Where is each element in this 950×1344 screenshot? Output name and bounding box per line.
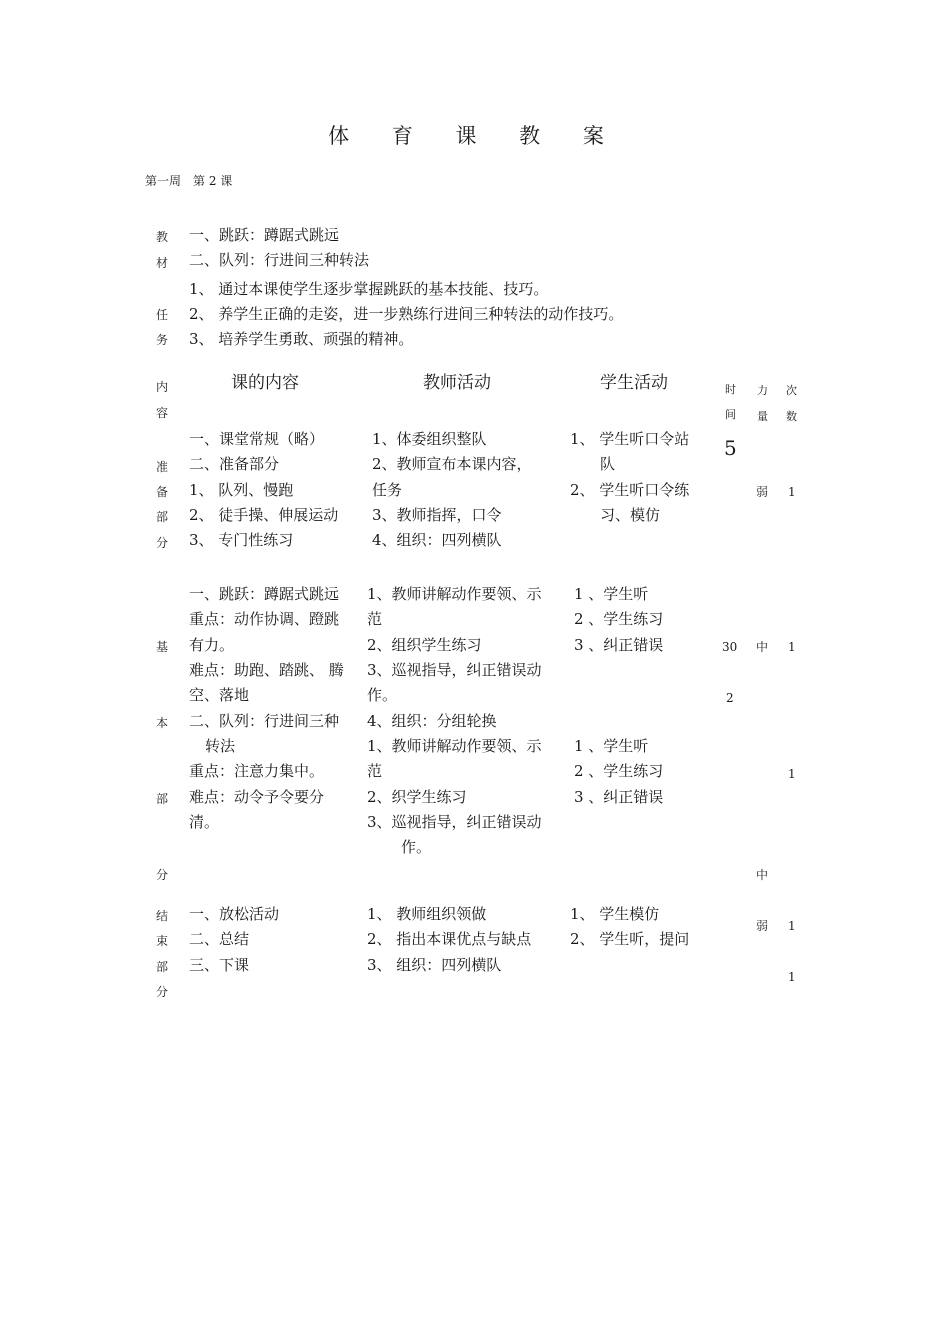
prep-student-2: 队 [600, 455, 616, 473]
prep-teacher-5: 4、组织：四列横队 [372, 531, 502, 549]
prep-content-5: 3、 专门性练习 [189, 531, 294, 549]
basic-student-1: 1 、学生听 [574, 585, 649, 603]
header-count-1: 次 [786, 384, 797, 397]
basic-teacher-5: 作。 [367, 686, 398, 704]
basic-content-2: 重点：动作协调、蹬跳 [189, 610, 340, 628]
header-student-activity: 学生活动 [600, 373, 668, 393]
end-label-1: 结 [156, 909, 169, 923]
basic-teacher-7: 1、教师讲解动作要领、示 [367, 737, 542, 755]
materials-label-2: 材 [156, 256, 169, 270]
header-lesson-content: 课的内容 [231, 373, 299, 393]
basic-content-7: 转法 [205, 737, 236, 755]
basic-content-1: 一、跳跃：蹲踞式跳远 [189, 585, 340, 603]
basic-student-2: 2 、学生练习 [574, 610, 664, 628]
end-teacher-2: 2、 指出本课优点与缺点 [367, 930, 532, 948]
end-student-1: 1、 学生模仿 [570, 905, 660, 923]
basic-time-2: 2 [726, 691, 734, 705]
end-count-2: 1 [788, 970, 796, 984]
end-teacher-3: 3、 组织：四列横队 [367, 956, 502, 974]
prep-teacher-1: 1、体委组织整队 [372, 430, 487, 448]
prep-teacher-2: 2、教师宣布本课内容， [372, 455, 532, 473]
prep-label-3: 部 [156, 510, 169, 524]
end-content-1: 一、放松活动 [189, 905, 280, 923]
basic-student-4: 1 、学生听 [574, 737, 649, 755]
prep-student-3: 2、 学生听口令练 [570, 481, 690, 499]
prep-label-2: 备 [156, 485, 169, 499]
materials-label-1: 教 [156, 230, 169, 244]
header-intensity-2: 量 [757, 410, 768, 423]
basic-student-3: 3 、纠正错误 [574, 636, 664, 654]
basic-student-6: 3 、纠正错误 [574, 788, 664, 806]
basic-teacher-2: 范 [367, 610, 383, 628]
end-label-4: 分 [156, 985, 169, 999]
header-content-label-1: 内 [156, 380, 169, 394]
basic-teacher-11: 作。 [401, 838, 432, 856]
end-count-1: 1 [788, 919, 796, 933]
basic-teacher-3: 2、组织学生练习 [367, 636, 482, 654]
basic-content-6: 二、队列：行进间三种 [189, 712, 340, 730]
end-label-3: 部 [156, 960, 169, 974]
basic-count-2: 1 [788, 767, 796, 781]
basic-teacher-4: 3、巡视指导，纠正错误动 [367, 661, 542, 679]
basic-label-4: 分 [156, 868, 169, 882]
end-label-2: 束 [156, 934, 169, 948]
basic-teacher-8: 范 [367, 762, 383, 780]
prep-label-1: 准 [156, 460, 169, 474]
header-content-label-2: 容 [156, 406, 169, 420]
basic-teacher-1: 1、教师讲解动作要领、示 [367, 585, 542, 603]
prep-content-3: 1、 队列、慢跑 [189, 481, 294, 499]
prep-teacher-4: 3、教师指挥，口令 [372, 506, 502, 524]
basic-label-3: 部 [156, 792, 169, 806]
basic-student-5: 2 、学生练习 [574, 762, 664, 780]
prep-content-4: 2、 徒手操、伸展运动 [189, 506, 339, 524]
basic-count-1: 1 [788, 640, 796, 654]
end-intensity: 弱 [756, 919, 769, 933]
end-content-3: 三、下课 [189, 956, 250, 974]
page-title: 体 育 课 教 案 [328, 124, 622, 148]
basic-content-5: 空、落地 [189, 686, 250, 704]
basic-intensity-1: 中 [756, 640, 769, 654]
tasks-line-1: 1、 通过本课使学生逐步掌握跳跃的基本技能、技巧。 [189, 280, 549, 298]
basic-content-10: 清。 [189, 813, 220, 831]
basic-teacher-9: 2、织学生练习 [367, 788, 467, 806]
basic-content-4: 难点：助跑、踏跳、 腾 [189, 661, 344, 679]
tasks-line-2: 2、 养学生正确的走姿，进一步熟练行进间三种转法的动作技巧。 [189, 305, 624, 323]
materials-line-1: 一、跳跃：蹲踞式跳远 [189, 226, 340, 244]
basic-teacher-10: 3、巡视指导，纠正错误动 [367, 813, 542, 831]
header-count-2: 数 [786, 410, 797, 423]
prep-time: 5 [724, 436, 737, 460]
tasks-label-2: 务 [156, 333, 169, 347]
header-intensity-1: 力 [757, 384, 768, 397]
header-time-1: 时 [725, 383, 736, 396]
end-content-2: 二、总结 [189, 930, 250, 948]
basic-content-8: 重点：注意力集中。 [189, 762, 325, 780]
prep-count: 1 [788, 485, 796, 499]
basic-intensity-2: 中 [756, 868, 769, 882]
basic-content-3: 有力。 [189, 636, 235, 654]
prep-student-4: 习、模仿 [600, 506, 661, 524]
prep-student-1: 1、 学生听口令站 [570, 430, 690, 448]
prep-teacher-3: 任务 [372, 481, 403, 499]
basic-label-1: 基 [156, 640, 169, 654]
materials-line-2: 二、队列：行进间三种转法 [189, 251, 370, 269]
prep-label-4: 分 [156, 536, 169, 550]
end-student-2: 2、 学生听，提问 [570, 930, 690, 948]
basic-teacher-6: 4、组织：分组轮换 [367, 712, 497, 730]
tasks-line-3: 3、 培养学生勇敢、顽强的精神。 [189, 330, 414, 348]
basic-content-9: 难点：动令予令要分 [189, 788, 325, 806]
basic-time-1: 30 [722, 640, 738, 654]
prep-content-1: 一、课堂常规（略） [189, 430, 325, 448]
basic-label-2: 本 [156, 716, 169, 730]
prep-intensity: 弱 [756, 485, 769, 499]
end-teacher-1: 1、 教师组织领做 [367, 905, 487, 923]
prep-content-2: 二、准备部分 [189, 455, 280, 473]
tasks-label-1: 任 [156, 308, 169, 322]
header-time-2: 间 [725, 408, 736, 421]
header-teacher-activity: 教师活动 [423, 373, 491, 393]
week-lesson: 第一周 第 2 课 [145, 174, 233, 188]
